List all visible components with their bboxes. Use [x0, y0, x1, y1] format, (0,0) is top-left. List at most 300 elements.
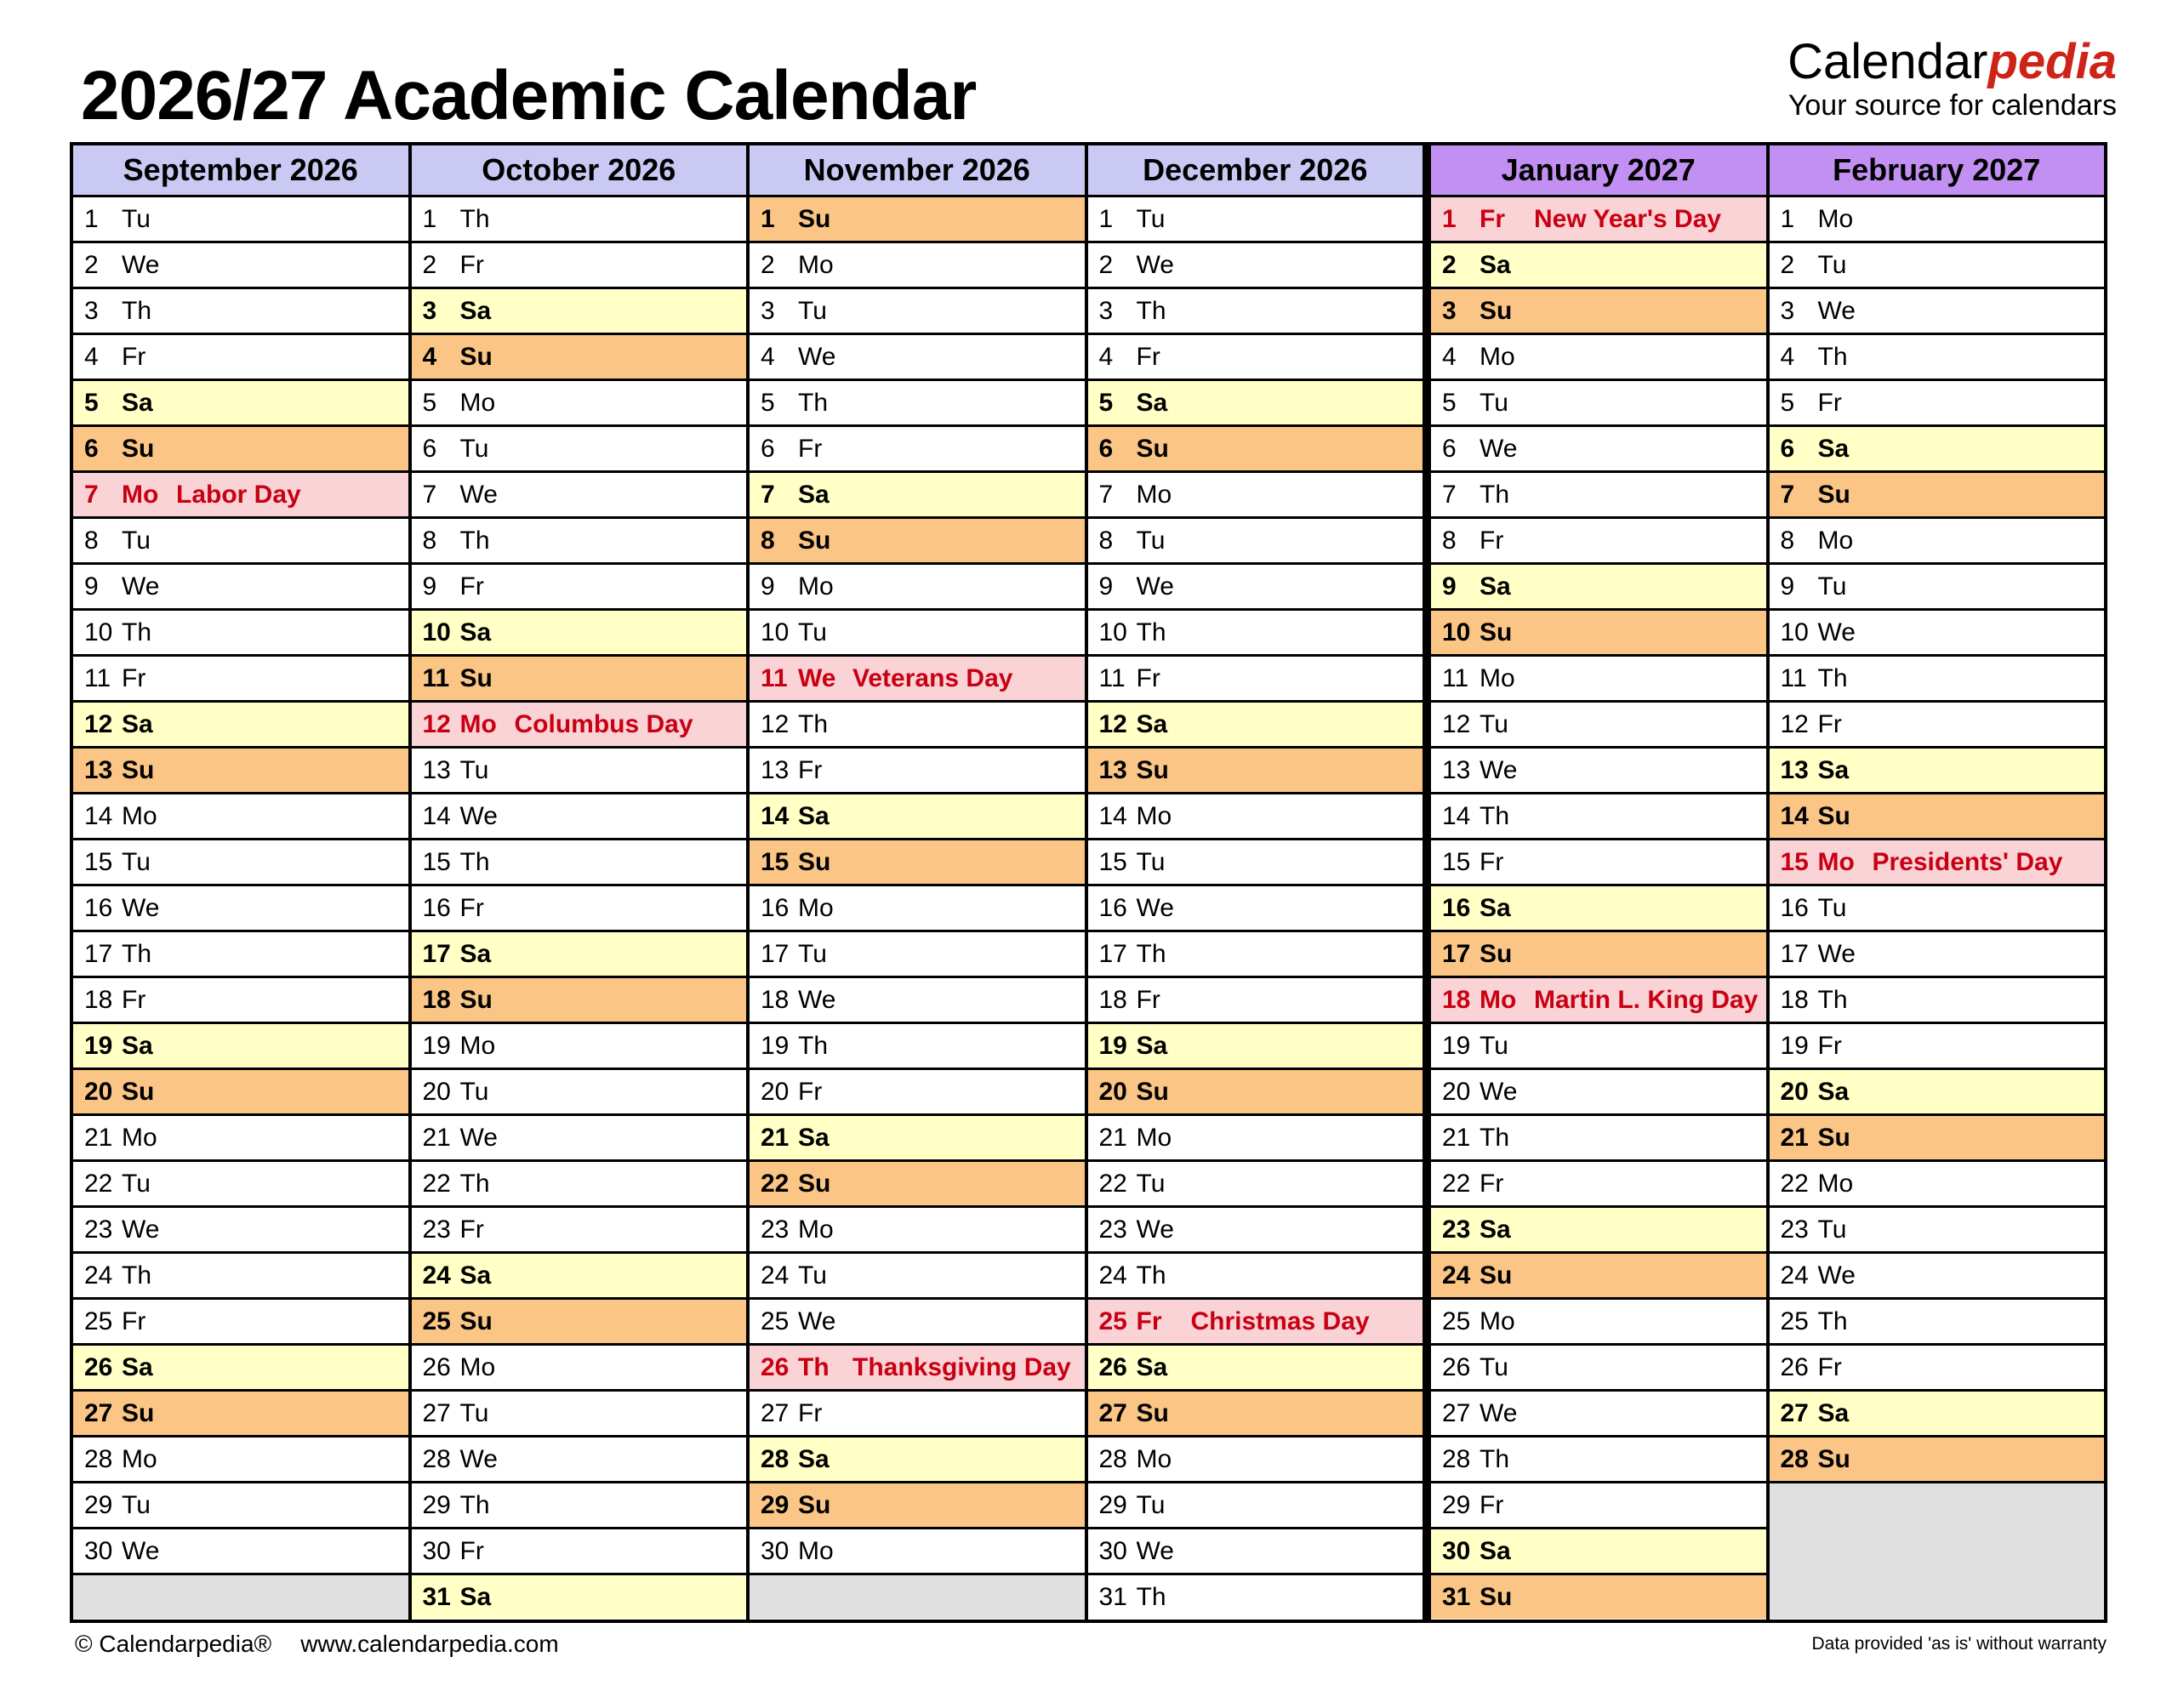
day-number: 24	[1442, 1261, 1471, 1290]
day-number: 9	[1780, 572, 1795, 601]
day-weekday: Tu	[459, 755, 489, 784]
day-number: 5	[1098, 388, 1114, 417]
day-cell	[412, 654, 747, 700]
calendarpedia-url: www.calendarpedia.com	[300, 1631, 559, 1657]
day-cell	[412, 562, 747, 608]
day-weekday: Su	[459, 663, 493, 692]
day-weekday: We	[1136, 1536, 1174, 1565]
day-number: 17	[422, 939, 451, 968]
day-weekday: Sa	[1817, 1077, 1850, 1106]
day-weekday: Sa	[1817, 755, 1850, 784]
day-weekday: Mo	[1817, 1169, 1854, 1198]
day-cell	[1088, 1205, 1423, 1251]
day-cell	[1088, 1068, 1423, 1113]
day-weekday: Su	[122, 755, 155, 784]
day-number: 12	[84, 709, 113, 738]
day-number: 8	[1780, 526, 1795, 555]
day-weekday: Su	[1136, 434, 1169, 463]
day-weekday: We	[459, 1444, 498, 1473]
day-cell	[750, 976, 1085, 1022]
day-number: 8	[422, 526, 437, 555]
day-cell	[412, 195, 747, 241]
day-cell	[73, 195, 408, 241]
day-number: 26	[84, 1352, 113, 1381]
day-weekday: Sa	[1136, 709, 1168, 738]
day-number: 21	[1098, 1123, 1127, 1152]
day-cell	[750, 516, 1085, 562]
day-weekday: Th	[1480, 1123, 1510, 1152]
day-weekday: Sa	[1136, 1031, 1168, 1060]
day-number: 13	[422, 755, 451, 784]
day-cell	[1088, 1022, 1423, 1068]
day-cell	[1431, 884, 1766, 930]
day-cell	[1431, 1573, 1766, 1619]
day-weekday: Th	[459, 1490, 490, 1519]
day-number: 4	[422, 342, 437, 371]
day-number: 11	[1098, 663, 1126, 692]
day-weekday: Su	[1136, 755, 1169, 784]
day-number: 6	[422, 434, 437, 463]
day-weekday: Mo	[459, 1352, 496, 1381]
day-weekday: Th	[1817, 663, 1848, 692]
day-cell	[1088, 1435, 1423, 1481]
day-cell	[1431, 654, 1766, 700]
day-number: 17	[761, 939, 790, 968]
day-cell	[1431, 470, 1766, 516]
holiday-label: New Year's Day	[1534, 204, 1722, 233]
day-number: 4	[761, 342, 775, 371]
day-weekday: Th	[1480, 1444, 1510, 1473]
day-cell	[1431, 1022, 1766, 1068]
day-number: 2	[1442, 250, 1457, 279]
day-cell	[1431, 1297, 1766, 1343]
month-column	[1766, 145, 2105, 1620]
day-weekday: Fr	[1480, 526, 1504, 555]
day-number: 24	[761, 1261, 790, 1290]
day-number: 19	[761, 1031, 790, 1060]
day-weekday: Sa	[798, 1123, 830, 1152]
month-header: February 2027	[1770, 145, 2105, 195]
day-number: 17	[1442, 939, 1471, 968]
day-cell	[750, 1435, 1085, 1481]
day-weekday: Mo	[459, 388, 496, 417]
day-number: 8	[84, 526, 99, 555]
day-number: 13	[84, 755, 113, 784]
day-number: 2	[1780, 250, 1795, 279]
day-cell	[1431, 1343, 1766, 1389]
day-weekday: Fr	[1480, 1490, 1504, 1519]
day-weekday: Fr	[459, 1215, 484, 1244]
day-number: 25	[84, 1307, 113, 1335]
day-cell	[73, 884, 408, 930]
day-number: 3	[1098, 296, 1114, 325]
day-cell	[1770, 424, 2105, 470]
day-weekday: Tu	[122, 847, 151, 876]
day-cell	[750, 1343, 1085, 1389]
day-number: 9	[84, 572, 99, 601]
day-weekday: Sa	[122, 1031, 153, 1060]
day-number: 27	[1098, 1398, 1127, 1427]
day-cell	[1770, 1159, 2105, 1205]
day-weekday: Tu	[1136, 1169, 1166, 1198]
day-weekday: Mo	[1480, 663, 1515, 692]
day-cell	[1431, 838, 1766, 884]
day-cell	[73, 333, 408, 379]
day-weekday: Mo	[1817, 204, 1854, 233]
day-number: 29	[761, 1490, 790, 1519]
day-number: 16	[761, 893, 790, 922]
day-number: 15	[1442, 847, 1471, 876]
day-number: 15	[761, 847, 790, 876]
day-cell	[1088, 838, 1423, 884]
day-number: 14	[1442, 801, 1471, 830]
day-cell	[750, 562, 1085, 608]
day-number: 6	[1098, 434, 1114, 463]
day-cell	[1770, 287, 2105, 333]
day-weekday: Tu	[122, 526, 151, 555]
day-number: 17	[1098, 939, 1127, 968]
day-number: 20	[761, 1077, 790, 1106]
calendar-table	[70, 142, 2107, 1623]
day-cell	[750, 470, 1085, 516]
day-cell	[1770, 792, 2105, 838]
day-number: 7	[1780, 480, 1795, 509]
day-weekday: Th	[459, 1169, 490, 1198]
day-weekday: Th	[1136, 618, 1166, 646]
day-weekday: We	[1136, 1215, 1174, 1244]
day-weekday: We	[1480, 755, 1518, 784]
day-number: 22	[422, 1169, 451, 1198]
day-number: 23	[1442, 1215, 1471, 1244]
day-weekday: Su	[1480, 1261, 1513, 1290]
day-number: 29	[84, 1490, 113, 1519]
day-cell	[750, 195, 1085, 241]
day-cell	[412, 1113, 747, 1159]
empty-cell	[1770, 1481, 2105, 1527]
day-cell	[1770, 562, 2105, 608]
day-cell	[750, 654, 1085, 700]
day-number: 26	[1780, 1352, 1809, 1381]
day-number: 29	[1442, 1490, 1471, 1519]
day-weekday: Fr	[798, 1077, 823, 1106]
day-number: 4	[1442, 342, 1457, 371]
day-cell	[412, 1022, 747, 1068]
day-cell	[412, 516, 747, 562]
day-weekday: We	[1136, 893, 1174, 922]
day-number: 19	[1098, 1031, 1127, 1060]
day-weekday: Sa	[122, 388, 153, 417]
day-weekday: Su	[1817, 1444, 1850, 1473]
day-cell	[412, 379, 747, 424]
day-number: 1	[84, 204, 99, 233]
day-cell	[1770, 1113, 2105, 1159]
day-number: 26	[1442, 1352, 1471, 1381]
day-weekday: We	[459, 480, 498, 509]
day-cell	[73, 1481, 408, 1527]
day-cell	[73, 838, 408, 884]
day-weekday: Mo	[798, 1215, 834, 1244]
holiday-label: Thanksgiving Day	[852, 1352, 1071, 1381]
day-cell	[1431, 1113, 1766, 1159]
day-cell	[73, 1022, 408, 1068]
day-weekday: Sa	[1480, 1215, 1511, 1244]
day-cell	[412, 1205, 747, 1251]
day-number: 20	[1098, 1077, 1127, 1106]
day-cell	[73, 976, 408, 1022]
day-number: 1	[761, 204, 775, 233]
day-weekday: Tu	[1817, 893, 1847, 922]
day-number: 13	[1098, 755, 1127, 784]
day-number: 27	[761, 1398, 790, 1427]
day-weekday: Sa	[798, 1444, 830, 1473]
day-number: 14	[422, 801, 451, 830]
day-weekday: Fr	[1136, 663, 1160, 692]
day-cell	[412, 884, 747, 930]
day-weekday: Su	[459, 342, 493, 371]
footer-disclaimer: Data provided 'as is' without warranty	[1811, 1634, 2107, 1654]
day-weekday: Mo	[1817, 526, 1854, 555]
day-weekday: Su	[1817, 801, 1850, 830]
day-weekday: We	[122, 893, 160, 922]
day-cell	[1088, 562, 1423, 608]
month-header: October 2026	[412, 145, 747, 195]
day-weekday: Tu	[1136, 1490, 1166, 1519]
day-weekday: Sa	[1136, 1352, 1168, 1381]
day-cell	[1088, 424, 1423, 470]
day-cell	[412, 1481, 747, 1527]
day-number: 18	[1442, 985, 1471, 1014]
day-weekday: Sa	[798, 801, 830, 830]
day-cell	[1088, 884, 1423, 930]
day-weekday: Mo	[1136, 1123, 1172, 1152]
day-number: 13	[761, 755, 790, 784]
day-number: 30	[1442, 1536, 1471, 1565]
day-weekday: Sa	[1817, 434, 1850, 463]
day-weekday: Th	[798, 388, 829, 417]
day-weekday: Mo	[122, 801, 157, 830]
day-cell	[73, 1389, 408, 1435]
day-cell	[412, 1389, 747, 1435]
day-cell	[750, 379, 1085, 424]
day-number: 8	[1442, 526, 1457, 555]
month-header: September 2026	[73, 145, 408, 195]
day-weekday: Mo	[798, 893, 834, 922]
day-cell	[1770, 608, 2105, 654]
day-cell	[412, 333, 747, 379]
day-number: 12	[761, 709, 790, 738]
day-cell	[1431, 700, 1766, 746]
day-cell	[1770, 1343, 2105, 1389]
day-number: 5	[761, 388, 775, 417]
day-cell	[1088, 333, 1423, 379]
day-cell	[73, 424, 408, 470]
day-weekday: Mo	[122, 1444, 157, 1473]
logo-brand-red: pedia	[1987, 34, 2117, 89]
day-number: 31	[1098, 1582, 1127, 1611]
day-weekday: Su	[1136, 1077, 1169, 1106]
day-cell	[73, 241, 408, 287]
day-number: 13	[1780, 755, 1809, 784]
day-number: 24	[422, 1261, 451, 1290]
day-number: 19	[84, 1031, 113, 1060]
day-cell	[750, 1159, 1085, 1205]
day-cell	[1431, 1527, 1766, 1573]
day-cell	[1431, 976, 1766, 1022]
day-weekday: We	[122, 1215, 160, 1244]
day-number: 3	[761, 296, 775, 325]
holiday-label: Christmas Day	[1190, 1307, 1370, 1335]
month-header: January 2027	[1431, 145, 1766, 195]
day-cell	[750, 424, 1085, 470]
day-number: 28	[84, 1444, 113, 1473]
day-cell	[750, 930, 1085, 976]
day-number: 22	[1780, 1169, 1809, 1198]
day-weekday: Mo	[122, 480, 159, 509]
day-number: 29	[422, 1490, 451, 1519]
day-cell	[750, 1205, 1085, 1251]
day-number: 27	[1780, 1398, 1809, 1427]
day-weekday: Fr	[1817, 1031, 1842, 1060]
day-number: 27	[84, 1398, 113, 1427]
day-cell	[1088, 379, 1423, 424]
logo-brand	[1787, 34, 2117, 89]
day-weekday: Th	[459, 526, 490, 555]
day-number: 18	[84, 985, 113, 1014]
day-cell	[1088, 287, 1423, 333]
day-weekday: Tu	[1136, 847, 1166, 876]
month-column	[408, 145, 747, 1620]
day-number: 16	[422, 893, 451, 922]
day-number: 17	[84, 939, 113, 968]
day-weekday: Sa	[1480, 893, 1511, 922]
day-weekday: Tu	[122, 1169, 151, 1198]
day-number: 30	[84, 1536, 113, 1565]
day-weekday: Tu	[1817, 1215, 1847, 1244]
day-cell	[1431, 379, 1766, 424]
day-number: 7	[84, 480, 99, 509]
day-number: 10	[1780, 618, 1809, 646]
day-weekday: Su	[798, 1490, 831, 1519]
day-number: 4	[84, 342, 99, 371]
day-cell	[73, 1068, 408, 1113]
day-weekday: Mo	[1480, 985, 1517, 1014]
day-cell	[73, 930, 408, 976]
day-number: 22	[1442, 1169, 1471, 1198]
day-number: 29	[1098, 1490, 1127, 1519]
month-header: November 2026	[750, 145, 1085, 195]
day-weekday: We	[459, 801, 498, 830]
day-number: 21	[1780, 1123, 1809, 1152]
day-cell	[73, 700, 408, 746]
day-cell	[750, 1113, 1085, 1159]
day-cell	[1088, 516, 1423, 562]
day-cell	[1431, 1389, 1766, 1435]
day-cell	[1770, 1297, 2105, 1343]
day-weekday: Su	[798, 1169, 831, 1198]
day-cell	[750, 1022, 1085, 1068]
copyright-text: © Calendarpedia®	[75, 1631, 272, 1657]
day-cell	[412, 1343, 747, 1389]
day-cell	[750, 838, 1085, 884]
day-cell	[750, 1527, 1085, 1573]
day-number: 9	[422, 572, 437, 601]
month-header: December 2026	[1088, 145, 1423, 195]
day-number: 16	[1780, 893, 1809, 922]
day-cell	[1770, 1022, 2105, 1068]
day-cell	[1770, 654, 2105, 700]
day-cell	[750, 1481, 1085, 1527]
day-cell	[1088, 654, 1423, 700]
day-weekday: Th	[122, 618, 152, 646]
day-weekday: Fr	[1480, 1169, 1504, 1198]
day-cell	[412, 287, 747, 333]
day-cell	[412, 838, 747, 884]
day-number: 19	[1442, 1031, 1471, 1060]
day-weekday: Fr	[122, 342, 146, 371]
day-number: 20	[84, 1077, 113, 1106]
day-number: 20	[422, 1077, 451, 1106]
day-cell	[73, 792, 408, 838]
day-weekday: Su	[122, 434, 155, 463]
day-number: 3	[1442, 296, 1457, 325]
day-weekday: Su	[1817, 480, 1850, 509]
day-cell	[750, 608, 1085, 654]
day-weekday: Fr	[1817, 388, 1842, 417]
day-cell	[1088, 470, 1423, 516]
day-weekday: Mo	[1480, 342, 1515, 371]
day-number: 16	[1098, 893, 1127, 922]
day-number: 4	[1098, 342, 1114, 371]
day-number: 21	[422, 1123, 451, 1152]
day-weekday: Th	[122, 939, 152, 968]
day-cell	[1088, 976, 1423, 1022]
day-cell	[750, 746, 1085, 792]
day-weekday: Th	[122, 1261, 152, 1290]
calendarpedia-logo	[1787, 34, 2117, 122]
day-cell	[73, 1205, 408, 1251]
day-weekday: Th	[459, 847, 490, 876]
day-cell	[1088, 241, 1423, 287]
day-number: 12	[1780, 709, 1809, 738]
day-weekday: We	[459, 1123, 498, 1152]
day-number: 5	[84, 388, 99, 417]
day-weekday: Su	[798, 204, 831, 233]
day-cell	[1431, 608, 1766, 654]
day-number: 23	[1098, 1215, 1127, 1244]
day-number: 3	[84, 296, 99, 325]
day-cell	[73, 516, 408, 562]
day-weekday: Sa	[1136, 388, 1168, 417]
day-number: 7	[761, 480, 775, 509]
day-weekday: Tu	[122, 204, 151, 233]
day-weekday: Fr	[798, 1398, 823, 1427]
day-weekday: Sa	[459, 939, 492, 968]
day-weekday: Th	[1480, 801, 1510, 830]
day-cell	[1770, 1068, 2105, 1113]
day-weekday: We	[1817, 618, 1856, 646]
day-cell	[750, 1068, 1085, 1113]
day-number: 2	[1098, 250, 1114, 279]
day-weekday: Fr	[1817, 1352, 1842, 1381]
day-number: 3	[422, 296, 437, 325]
day-weekday: Su	[798, 526, 831, 555]
day-weekday: Th	[798, 709, 829, 738]
day-number: 23	[1780, 1215, 1809, 1244]
day-weekday: Th	[1136, 939, 1166, 968]
day-number: 28	[422, 1444, 451, 1473]
day-number: 14	[1780, 801, 1809, 830]
day-cell	[750, 241, 1085, 287]
